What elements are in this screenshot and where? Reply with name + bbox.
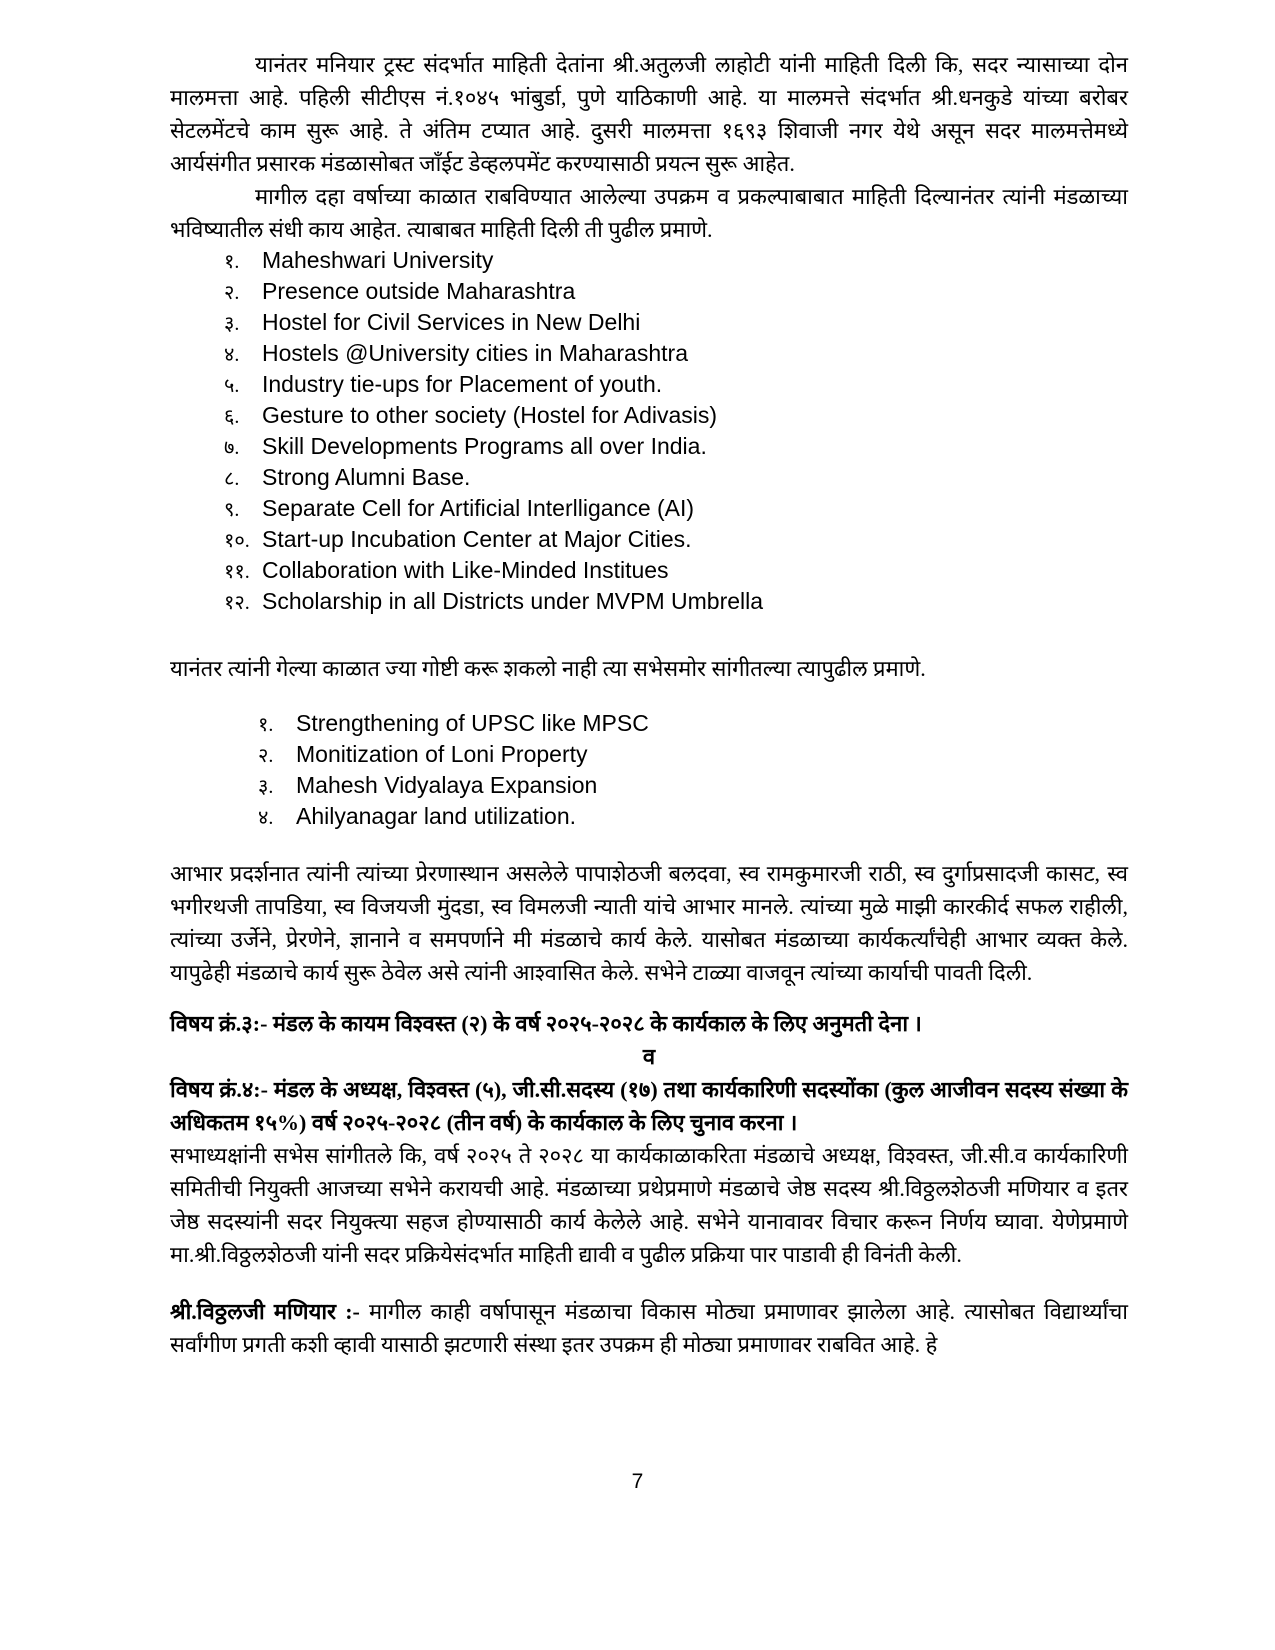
list-item-text: Skill Developments Programs all over India. <box>262 433 707 459</box>
list-item <box>224 339 1128 370</box>
list-item-text: Strong Alumni Base. <box>262 464 471 490</box>
list-item-number: ९. <box>224 499 240 521</box>
list-item-number: ३. <box>258 776 274 798</box>
list-item <box>224 277 1128 308</box>
list-item <box>224 308 1128 339</box>
list-item-text: Mahesh Vidyalaya Expansion <box>296 772 598 798</box>
list-item-text: Presence outside Maharashtra <box>262 278 576 304</box>
speaker-name: श्री.विठ्ठलजी मणियार :- <box>170 1299 360 1324</box>
list-item <box>224 525 1128 556</box>
list-item-text: Maheshwari University <box>262 247 494 273</box>
list-item <box>224 246 1128 277</box>
list-item-number: ४. <box>224 344 240 366</box>
list-item <box>224 587 1128 618</box>
list-item-number: २. <box>224 282 240 304</box>
paragraph-maniyar-trust: यानंतर मनियार ट्रस्ट संदर्भात माहिती देतांना श्री.अतुलजी लाहोटी यांनी माहिती दिली कि, सदर न्यासाच्या दोन मालमत्ता आहे. पहिली सीटीएस नं.१०४५ भांबुर्डा, पुणे याठिकाणी आहे. या मालमत्ते संदर्भात श्री.धनकुडे यांच्या बरोबर सेटलमेंटचे काम सुरू आहे. ते अंतिम टप्यात आहे. दुसरी मालमत्ता १६९३ शिवाजी नगर येथे असून सदर मालमत्तेमध्ये आर्यसंगीत प्रसारक मंडळासोबत जाँईट डेव्हलपमेंट करण्यासाठी प्रयत्न सुरू आहेत. <box>170 52 1128 176</box>
list-item <box>258 802 1128 833</box>
spacer <box>170 618 1128 652</box>
list-item <box>258 771 1128 802</box>
list-item-number: ६. <box>224 406 240 428</box>
paragraph-maniyar-speech <box>170 1295 1128 1361</box>
pending-items-list <box>258 709 1128 833</box>
list-item <box>224 401 1128 432</box>
list-item-number: ७. <box>224 437 240 459</box>
list-item-text: Hostels @University cities in Maharashtra <box>262 340 688 366</box>
list-item <box>224 432 1128 463</box>
list-item-text: Collaboration with Like-Minded Institues <box>262 557 669 583</box>
page-number: 7 <box>631 1470 644 1493</box>
list-item-text: Gesture to other society (Hostel for Adivasis) <box>262 402 718 428</box>
list-item-text: Strengthening of UPSC like MPSC <box>296 710 649 736</box>
list-item-number: ११. <box>224 561 250 583</box>
subject-4-heading: विषय क्रं.४:- मंडल के अध्यक्ष, विश्वस्त (५), जी.सी.सदस्य (१७) तथा कार्यकारिणी सदस्योंका (कुल आजीवन सदस्य संख्या के अधिकतम १५%) वर्ष २०२५-२०२८ (तीन वर्ष) के कार्यकाल के लिए चुनाव करना । <box>170 1077 1128 1135</box>
spacer <box>170 685 1128 709</box>
spacer <box>170 989 1128 1007</box>
speaker-text: मागील काही वर्षापासून मंडळाचा विकास मोठ्या प्रमाणावर झालेला आहे. त्यासोबत विद्यार्थ्यांचा सर्वांगीण प्रगती कशी व्हावी यासाठी झटणारी संस्था इतर उपक्रम ही मोठ्या प्रमाणावर राबवित आहे. हे <box>170 1299 1128 1357</box>
list-item-number: १०. <box>224 530 250 552</box>
paragraph-gratitude: आभार प्रदर्शनात त्यांनी त्यांच्या प्रेरणास्थान असलेले पापाशेठजी बलदवा, स्व रामकुमारजी राठी, स्व दुर्गाप्रसादजी कासट, स्व भगीरथजी तापडिया, स्व विजयजी मुंदडा, स्व विमलजी न्याती यांचे आभार मानले. त्यांच्या मुळे माझी कारकीर्द सफल राहीली, त्यांच्या उर्जेने, प्रेरणेने, ज्ञानाने व समपर्णाने मी मंडळाचे कार्य केले. यासोबत मंडळाच्या कार्यकर्त्यांचेही आभार व्यक्त केले. यापुढेही मंडळाचे कार्य सुरू ठेवेल असे त्यांनी आश्वासित केले. सभेने टाळ्या वाजवून त्यांच्या कार्याची पावती दिली. <box>170 861 1128 985</box>
list-item-number: १. <box>258 714 274 736</box>
list-item-text: Industry tie-ups for Placement of youth. <box>262 371 663 397</box>
paragraph-past-decade: मागील दहा वर्षाच्या काळात राबविण्यात आलेल्या उपक्रम व प्रकल्पाबाबात माहिती दिल्यानंतर त्यांनी मंडळाच्या भविष्यातील संधी काय आहेत. त्याबाबत माहिती दिली ती पुढील प्रमाणे. <box>170 184 1128 242</box>
paragraph-chairman-statement: सभाध्यक्षांनी सभेस सांगीतले कि, वर्ष २०२५ ते २०२८ या कार्यकाळाकरिता मंडळाचे अध्यक्ष, विश्वस्त, जी.सी.व कार्यकारिणी समितीची नियुक्ती आजच्या सभेने करायची आहे. मंडळाच्या प्रथेप्रमाणे मंडळाचे जेष्ठ सदस्य श्री.विठ्ठलशेठजी मणियार व इतर जेष्ठ सदस्यांनी सदर नियुक्त्या सहज होण्यासाठी कार्य केलेले आहे. सभेने यानावावर विचार करून निर्णय घ्यावा. येणेप्रमाणे मा.श्री.विठ्ठलशेठजी यांनी सदर प्रक्रियेसंदर्भात माहिती द्यावी व पुढील प्रक्रिया पार पाडावी ही विनंती केली. <box>170 1143 1128 1267</box>
paragraph-could-not-do: यानंतर त्यांनी गेल्या काळात ज्या गोष्टी करू शकलो नाही त्या सभेसमोर सांगीतल्या त्यापुढील प्रमाणे. <box>170 656 926 681</box>
subject-3-heading: विषय क्रं.३:- मंडल के कायम विश्वस्त (२) के वर्ष २०२५-२०२८ के कार्यकाल के लिए अनुमती देना । <box>170 1011 922 1036</box>
list-item <box>258 740 1128 771</box>
list-item-text: Hostel for Civil Services in New Delhi <box>262 309 641 335</box>
future-plans-list <box>224 246 1128 618</box>
spacer <box>170 833 1128 857</box>
list-item <box>224 556 1128 587</box>
list-item <box>258 709 1128 740</box>
list-item-text: Separate Cell for Artificial Interlligance (AI) <box>262 495 695 521</box>
list-item <box>224 463 1128 494</box>
list-item-number: ५. <box>224 375 240 397</box>
list-item <box>224 370 1128 401</box>
list-item-text: Scholarship in all Districts under MVPM Umbrella <box>262 588 764 614</box>
list-item-number: २. <box>258 745 274 767</box>
subject-connector: व <box>642 1044 656 1069</box>
list-item-text: Monitization of Loni Property <box>296 741 588 767</box>
list-item-text: Start-up Incubation Center at Major Cities. <box>262 526 692 552</box>
list-item-number: ८. <box>224 468 240 490</box>
list-item <box>224 494 1128 525</box>
spacer <box>170 1271 1128 1295</box>
list-item-number: ४. <box>258 807 274 829</box>
list-item-number: ३. <box>224 313 240 335</box>
list-item-number: १. <box>224 251 240 273</box>
list-item-number: १२. <box>224 592 250 614</box>
list-item-text: Ahilyanagar land utilization. <box>296 803 577 829</box>
